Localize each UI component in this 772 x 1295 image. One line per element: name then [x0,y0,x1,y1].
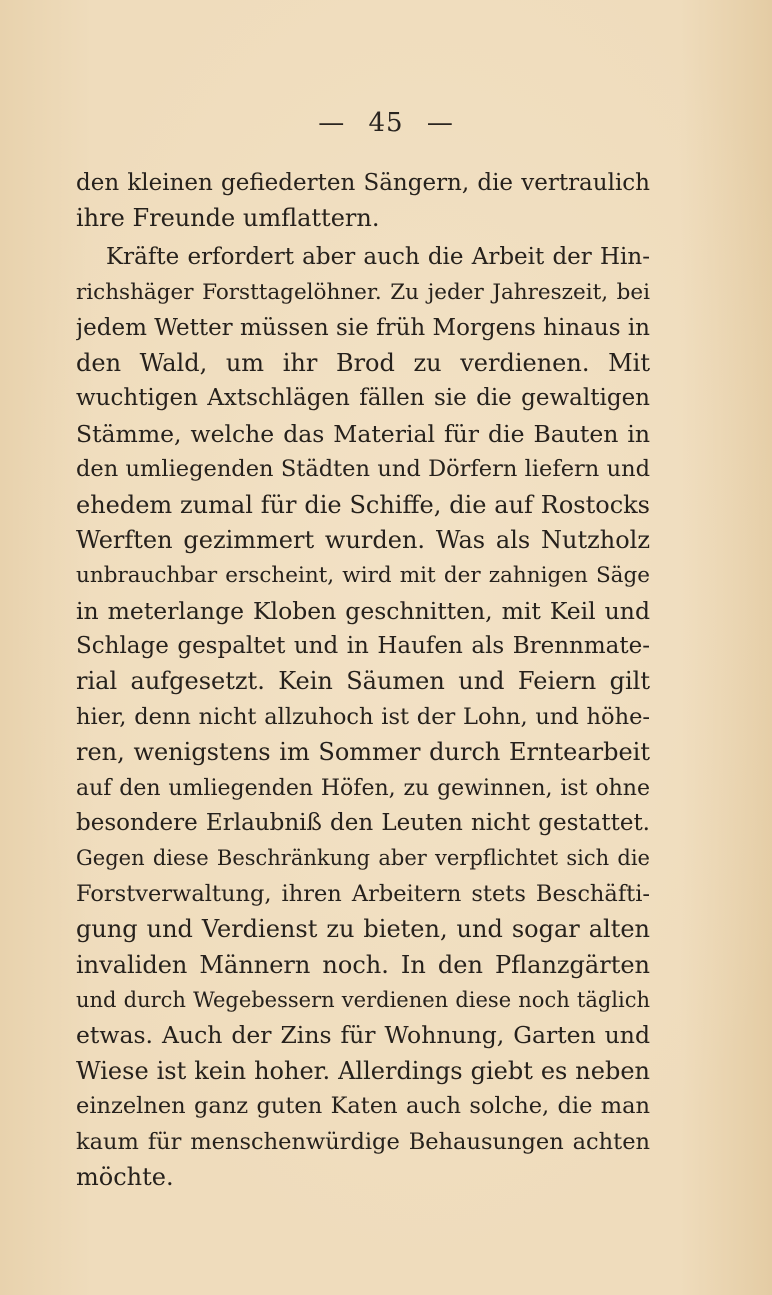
text-line: invaliden Männern noch. In den Pflanzgärten [76,950,650,979]
text-line: auf den umliegenden Höfen, zu gewinnen, ist ohne [76,775,650,801]
text-line: gung und Verdienst zu bieten, und sogar alten [76,915,650,944]
page-number-dash-right: — [426,108,454,138]
text-line: in meterlange Kloben geschnitten, mit Keil und [76,596,650,625]
text-line: Schlage gespaltet und in Haufen als Brennmate- [76,633,650,660]
text-line: unbrauchbar erscheint, wird mit der zahnigen Säge [76,563,650,589]
text-line: Gegen diese Beschränkung aber verpflichtet sich die [76,846,650,871]
text-line: Werften gezimmert wurden. Was als Nutzholz [76,525,650,554]
text-line: besondere Erlaubniß den Leuten nicht gestattet. [76,810,650,837]
text-line: den umliegenden Städten und Dörfern liefern und [76,456,650,483]
text-line: ehedem zumal für die Schiffe, die auf Rostocks [76,490,650,519]
text-line: ren, wenigstens im Sommer durch Erntearbeit [76,738,650,767]
text-line: Stämme, welche das Material für die Bauten in [76,419,650,448]
text-line: Wiese ist kein hoher. Allerdings giebt es neben [76,1056,650,1085]
text-line: richshäger Forsttagelöhner. Zu jeder Jahreszeit, bei [76,280,650,306]
text-line: den Wald, um ihr Brod zu verdienen. Mit [76,348,650,377]
paragraph [76,166,650,237]
paragraph [76,240,650,1196]
page-number: 45 [368,108,404,138]
text-line: einzelnen ganz guten Katen auch solche, die man [76,1093,650,1120]
text-line: ihre Freunde umflattern. [76,204,380,233]
text-line: den kleinen gefiederten Sängern, die vertraulich [76,170,650,196]
text-line: möchte. [76,1162,174,1191]
text-line: etwas. Auch der Zins für Wohnung, Garten und [76,1021,650,1050]
page-number-header [0,108,772,138]
text-line: jedem Wetter müssen sie früh Morgens hinaus in [76,314,650,341]
text-line: wuchtigen Axtschlägen fällen sie die gewaltigen [76,385,650,412]
text-line: Kräfte erfordert aber auch die Arbeit der Hin- [106,243,650,270]
text-line: und durch Wegebessern verdienen diese noch täglich [76,987,650,1012]
body-text [76,166,650,1195]
text-line: Forstverwaltung, ihren Arbeitern stets Beschäfti- [76,880,650,907]
text-line: kaum für menschenwürdige Behausungen achten [76,1128,650,1155]
text-line: hier, denn nicht allzuhoch ist der Lohn, und höhe- [76,703,650,730]
page-number-dash-left: — [318,108,346,138]
text-line: rial aufgesetzt. Kein Säumen und Feiern gilt [76,667,650,696]
